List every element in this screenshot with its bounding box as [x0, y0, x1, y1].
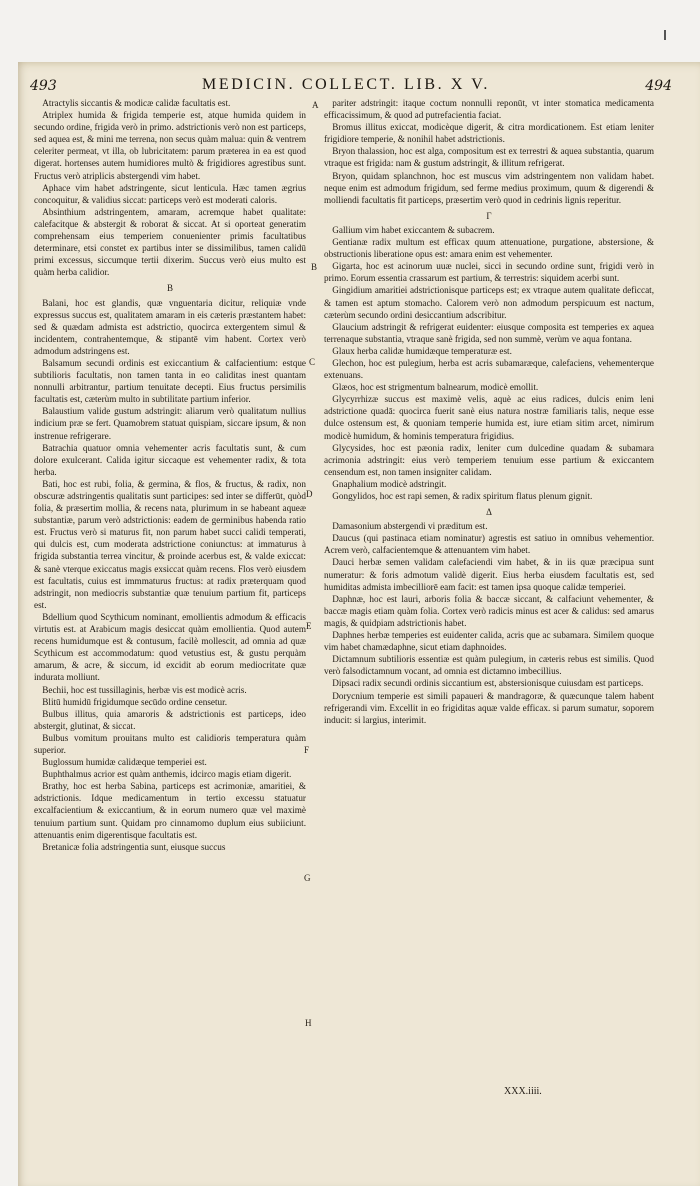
entry-paragraph: Glycyrrhizæ succus est maximè velis, aquè ac eius radices, dulcis enim leni adstrictione quadā: quocirca fuerit sanè eius natura nostræ familiaris talis, neque esse dulce ostensum est, & quoniam temperie humida est, iure etiam sitim arcet, nimirum modicè humidum, & hominis temperatura frigidius. — [324, 394, 654, 441]
entry-paragraph: Brathy, hoc est herba Sabina, particeps est acrimoniæ, amaritiei, & adstrictionis. Idque medicamentum in tertio excessu statuatur excalfacientium & exiccantium, & in eorum numero quæ vel maximè tenuium partium sunt. Quidam pro cinnamomo duplum eius subiiciunt. attenuantis enim digerentisque facultatis est. — [34, 781, 306, 840]
entry-paragraph: Gentianæ radix multum est efficax quum attenuatione, purgatione, abstersione, & obstructionis liberatione opus est: amara enim est vehementer. — [324, 237, 654, 260]
entry-paragraph: Bdellium quod Scythicum nominant, emollientis admodum & efficacis virtutis est. at Arabicum magis desiccat quàm emollientia. Quod autem recens humidumque est & contusum, facilè mollescit, ad omnia ad quæ Scythicum est accommodatum: quod vetustius est, & gustu perquàm amarum, & acre, & siccum, id excidit ab eorum mediocritate quæ indurata molliunt. — [34, 611, 306, 683]
margin-letter: A — [312, 100, 319, 110]
entry-paragraph: Gingidium amaritiei adstrictionisque particeps est; ex vtraque autem qualitate deficcat, & tamen est aptum stomacho. Calorem verò non admodum perspicuum est nactum, cæterùm secundo ordini desiccantium adscribitur. — [324, 285, 654, 320]
entry-paragraph: Bryon, quidam splanchnon, hoc est muscus vim adstringentem non validam habet. neque enim est admodum frigidum, sed ferme medius proximum, quum & digerendi & molliendi facultatis fit particeps, præsertim verò quod in cedrinis lignis reperitur. — [324, 170, 654, 205]
entry-paragraph: Absinthium adstringentem, amaram, acremque habet qualitate: calefacitque & abstergit & roborat & siccat. At si oporteat generatim comprehensam eius temperiem conuenienter primis facultatibus determinare, etsi constet ex partibus inter se dissimilibus, tamen calidū primi excessus, siccumque tertii dixerim. Succus verò eius multo est quàm herba calidior. — [34, 206, 306, 278]
entry-paragraph: Blitū humidū frigidumque secūdo ordine censetur. — [42, 696, 228, 707]
entry-paragraph: Glaucium adstringit & refrigerat euidenter: eiusque composita est temperies ex aquea terrenaque substantia, vtraque sanè frigida, sed non summè, verùm ve aqua fontana. — [324, 321, 654, 344]
right-text-column — [324, 97, 654, 1097]
entry-paragraph: Balaustium valide gustum adstringit: aliarum verò qualitatum nullius indicium præ se fert. Quamobrem statuat quispiam, siccare ipsum, & non instrenue refrigerare. — [34, 406, 306, 441]
section-letter: B — [166, 283, 173, 294]
margin-letter: G — [304, 873, 311, 883]
entry-paragraph: Balani, hoc est glandis, quæ vnguentaria dicitur, reliquiæ vnde expressus succus est, qualitatem amaram in eis cæteris præstantem habet: sed & quædam admista est adstrictio, quocirca extergentem simul & incidentem, contrahentemque, & stipantē vim habent. Cortex verò admodum adstringens est. — [34, 297, 306, 356]
entry-paragraph: Glechon, hoc est pulegium, herba est acris subamaræque, calefaciens, vehementerque extenuans. — [324, 357, 654, 381]
entry-paragraph: Gongylidos, hoc est rapi semen, & radix spiritum flatus plenum gignit. — [332, 491, 593, 501]
entry-paragraph: Glycysides, hoc est pæonia radix, leniter cum dulcedine quadam & subamara acrimonia adstringit: eius verò temperiem tenuium esse partium & exiccantem censendum est, non tamen insigniter calidam. — [324, 442, 654, 477]
margin-letter: F — [304, 745, 310, 755]
entry-paragraph: Glaux herba calidæ humidæque temperaturæ est. — [332, 345, 512, 356]
entry-paragraph: Buglossum humidæ calidæque temperiei est. — [42, 757, 207, 768]
entry-paragraph: Batrachia quatuor omnia vehementer acris facultatis sunt, & cum dolore exulcerant. Calida igitur siccaque est vehementer radix, & tota herba. — [34, 442, 306, 477]
entry-paragraph: pariter adstringit: itaque coctum nonnulli reponūt, vt inter stomatica medicamenta efficacissimum, & quod ad putrefacientia faciat. — [324, 98, 654, 121]
entry-paragraph: Buphthalmus acrior est quàm anthemis, idcirco magis etiam digerit. — [42, 769, 292, 780]
entry-paragraph: Dorycnium temperie est simili papaueri & mandragoræ, & quæcunque talem habent refrigerandi vim. Excellit in eo frigiditas aquæ valde efficax. si parum sumatur, soporem inducit: si largius, interimit. — [324, 690, 654, 725]
margin-letter: B — [311, 262, 318, 272]
page-edge-mark — [664, 30, 666, 40]
entry-paragraph: Bryon thalassion, hoc est alga, compositum est ex terrestri & aquea substantia, quarum vtraque est frigida: nam & gustum adstringit, & illitum refrigerat. — [324, 146, 654, 169]
margin-letter: E — [306, 621, 312, 631]
entry-paragraph: Daphnes herbæ temperies est euidenter calida, acris que ac subamara. Similem quoque vim habet chamædaphne, sicut etiam daphnoides. — [324, 630, 654, 653]
entry-paragraph: Damasonium abstergendi vi præditum est. — [332, 521, 488, 532]
left-text-column — [34, 97, 306, 1097]
left-page-number: 493 — [30, 78, 57, 94]
entry-paragraph: Daphnæ, hoc est lauri, arboris folia & baccæ siccant, & calfaciunt vehementer, & baccæ magis etiam quàm folia. Cortex verò radicis minus est acer & calidus: sed amarus magis, & quidpiam adstrictionis habet. — [324, 593, 654, 628]
entry-paragraph: Bretanicæ folia adstringentia sunt, eiusque succus — [42, 841, 226, 852]
entry-paragraph: Gigarta, hoc est acinorum uuæ nuclei, sicci in secundo ordine sunt, frigidi verò in primo. Eorum essentia crassarum est partium, & terrestris: siquidem acerbi sunt. — [324, 261, 654, 284]
catchword: XXX.iiii. — [504, 1086, 542, 1097]
entry-paragraph: Daucus (qui pastinaca etiam nominatur) agrestis est satiuo in omnibus vehementior. Acrem verò, calfacientemque & attenuantem vim habet. — [324, 533, 654, 556]
entry-paragraph: Dictamnum subtilioris essentiæ est quàm pulegium, in cæteris rebus est similis. Quod verò falsodictamnum vocant, ad omnia est dictamno imbecillius. — [324, 654, 654, 677]
entry-paragraph: Bulbus vomitum prouitans multo est calidioris temperatura quàm superior. — [34, 732, 306, 755]
entry-paragraph: Atractylis siccantis & modicæ calidæ facultatis est. — [42, 98, 231, 108]
entry-paragraph: Glæos, hoc est strigmentum balnearum, modicè emollit. — [332, 382, 539, 393]
entry-paragraph: Bulbus illitus, quia amaroris & adstrictionis est particeps, ideo abstergit, glutinat, & siccat. — [34, 708, 306, 731]
margin-letter: H — [305, 1018, 312, 1028]
section-letter: Δ — [486, 507, 492, 518]
entry-paragraph: Aphace vim habet adstringente, sicut lenticula. Hæc tamen ægrius concoquitur, & validius siccat: particeps verò est moderati caloris. — [34, 182, 306, 205]
entry-paragraph: Gallium vim habet exiccantem & subacrem. — [332, 224, 495, 235]
margin-letter: C — [309, 357, 316, 367]
section-letter: Γ — [486, 210, 492, 221]
entry-paragraph: Atriplex humida & frigida temperie est, atque humida quidem in secundo ordine, frigida verò in primo. adstrictionis verò non est particeps, sed aquea est, & mini me terrena, non secus quàm malua: quin & ventrem celeriter permeat, vt illa, ob lubricitatem: parum præterea in ea est quod digerat. hortenses autem humidiores multò & frigidiores agrestibus sunt. Fructus verò atriplicis abstergendi vim habet. — [34, 110, 306, 181]
entry-paragraph: Dauci herbæ semen validam calefaciendi vim habet, & in iis quæ præcipua sunt numeratur: & foris admotum validè digerit. Eius herba eiusdem facultatis est, sed humiditas admista imbecilliorē eam facit: est tamen ipsa quoque calidæ temperiei. — [324, 557, 654, 592]
entry-paragraph: Bromus illitus exiccat, modicèque digerit, & citra mordicationem. Est etiam leniter frigidiore temperie, & nonihil habet adstrictionis. — [324, 122, 654, 145]
running-title: MEDICIN. COLLECT. LIB. X V. — [202, 76, 490, 93]
margin-letter: D — [306, 489, 313, 499]
entry-paragraph: Balsamum secundi ordinis est exiccantium & calfacientium: estque subtilioris facultatis, non tamen tanta in eo caliditas inest quantam nonnulli arbitrantur, partium tenuitate decepti. Eius fructus persimilis facultatis est, cæterùm multo in subtilitate partium inferior. — [34, 357, 306, 405]
right-page-number: 494 — [645, 78, 672, 94]
entry-paragraph: Dipsaci radix secundi ordinis siccantium est, abstersionisque cuiusdam est particeps. — [332, 678, 644, 689]
entry-paragraph: Bechii, hoc est tussillaginis, herbæ vis est modicè acris. — [42, 684, 247, 695]
entry-paragraph: Gnaphalium modicè adstringit. — [332, 478, 447, 489]
entry-paragraph: Bati, hoc est rubi, folia, & germina, & flos, & fructus, & radix, non obscuræ adstringentis qualitatis sunt participes: sed inter se differūt, quòd folia, & præsertim mollia, & recens nata, plurimum in se habeant aqueæ substantiæ, parum verò adstrictionis: eadem de germinibus habenda ratio est. Fructus verò si maturus fit, non parum habet succi calidi temperati, qui dulcis est, cum moderata adstrictione coniunctus: at immaturus à frigida substantia terrea vincitur, & proinde acerbus est, & valde exiccat: & sanè vterque exiccatus magis exsiccat quàm recens. Flos verò eiusdem est facultatis, cuius est immmaturus fructus: at radix præterquam quod adstringit, non mediocris substantiæ quæ tenuium partium fit, particeps est. — [34, 478, 306, 610]
